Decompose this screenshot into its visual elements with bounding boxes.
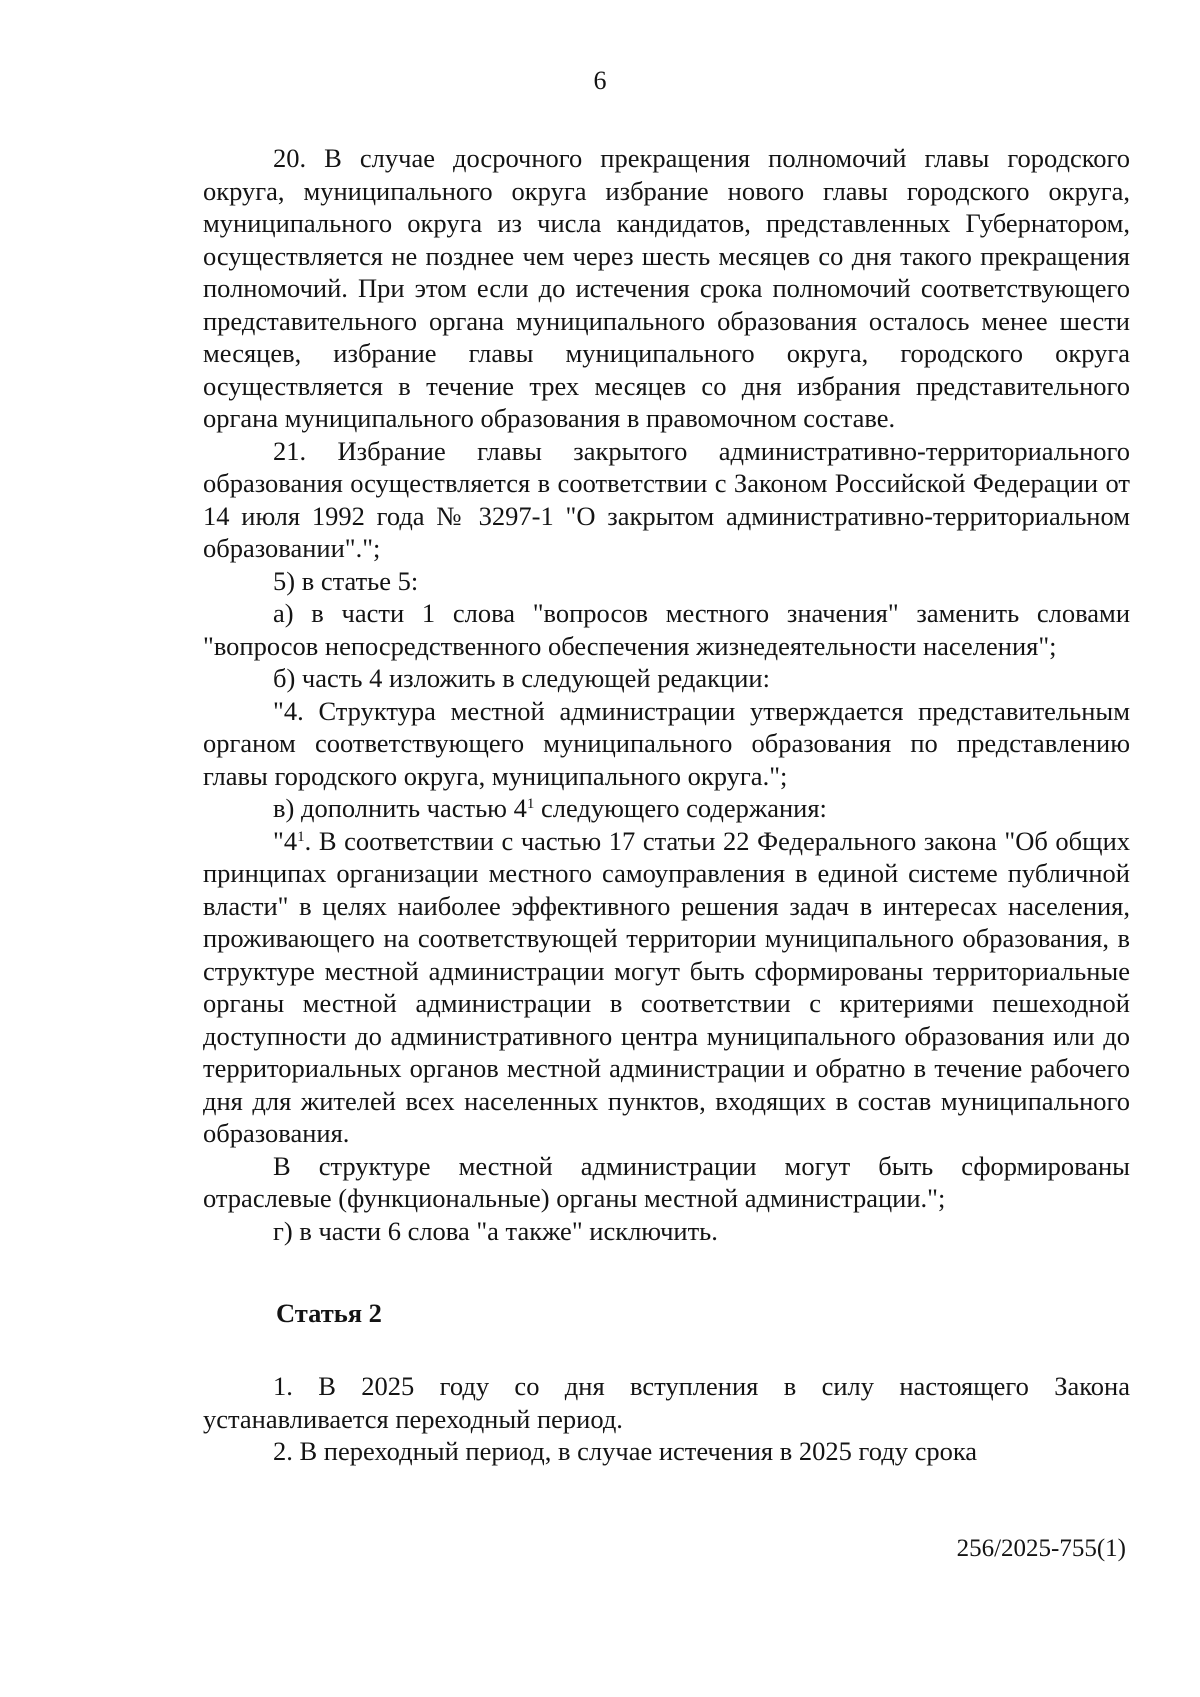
page-number: 6 <box>593 66 607 95</box>
article-2-heading: Статья 2 <box>276 1298 382 1328</box>
article-2-paragraph-1: 1. В 2025 году со дня вступления в силу настоящего Закона устанавливается переходный период. <box>203 1371 1130 1434</box>
subitem-v-text: в) дополнить частью 4 <box>273 793 527 823</box>
subitem-g: г) в части 6 слова "а также" исключить. <box>273 1215 718 1246</box>
subitem-v-tail: следующего содержания: <box>534 793 827 823</box>
subitem-v-superscript: 1 <box>526 796 535 812</box>
part-4-1-body: . В соответствии с частью 17 статьи 22 Федерального закона "Об общих принципах организации местного самоуправления в единой системе публичной власти" в целях наиболее эффективного решения задач в интересах населения, проживающего на соответствующей территории муниципального образования, в структуре местной администрации могут быть сформированы территориальные органы местной администрации в соответствии с критериями пешеходной доступности до административного центра муниципального образования или до территориальных органов местной администрации и обратно в течение рабочего дня для жителей всех населенных пунктов, входящих в состав муниципального образования. <box>203 825 1130 1148</box>
item-5-article-5: 5) в статье 5: <box>273 565 419 596</box>
part-4-text: "4. Структура местной администрации утверждается представительным органом соответствующего муниципального образования по представлению главы городского округа, муниципального округа."; <box>203 695 1130 791</box>
part-4-1-lead: "4 <box>273 825 298 856</box>
subitem-a: а) в части 1 слова "вопросов местного значения" заменить словами "вопросов непосредственного обеспечения жизнедеятельности населения"; <box>203 598 1130 661</box>
document-number: 256/2025-755(1) <box>956 1535 1126 1562</box>
subitem-b: б) часть 4 изложить в следующей редакции: <box>273 663 770 693</box>
document-body <box>203 142 1130 1468</box>
part-4-1-second-paragraph: В структуре местной администрации могут быть сформированы отраслевые (функциональные) органы местной администрации."; <box>203 1150 1130 1213</box>
paragraph-20: 20. В случае досрочного прекращения полномочий главы городского округа, муниципального округа избрание нового главы городского округа, муниципального округа из числа кандидатов, представленных Губернатором, осуществляется не позднее чем через шесть месяцев со дня такого прекращения полномочий. При этом если до истечения срока полномочий соответствующего представительного органа муниципального образования осталось менее шести месяцев, избрание главы муниципального округа, городского округа осуществляется в течение трех месяцев со дня избрания представительного органа муниципального образования в правомочном составе. <box>203 143 1130 433</box>
part-4-1-superscript: 1 <box>297 828 305 845</box>
paragraph-21: 21. Избрание главы закрытого административно-территориального образования осуществляется в соответствии с Законом Российской Федерации от 14 июля 1992 года № 3297-1 "О закрытом административно-территориальном образовании"."; <box>203 435 1130 563</box>
subitem-v <box>203 792 1130 825</box>
part-4-1-text <box>203 825 1130 1150</box>
article-2-paragraph-2: 2. В переходный период, в случае истечения в 2025 году срока <box>273 1436 978 1466</box>
